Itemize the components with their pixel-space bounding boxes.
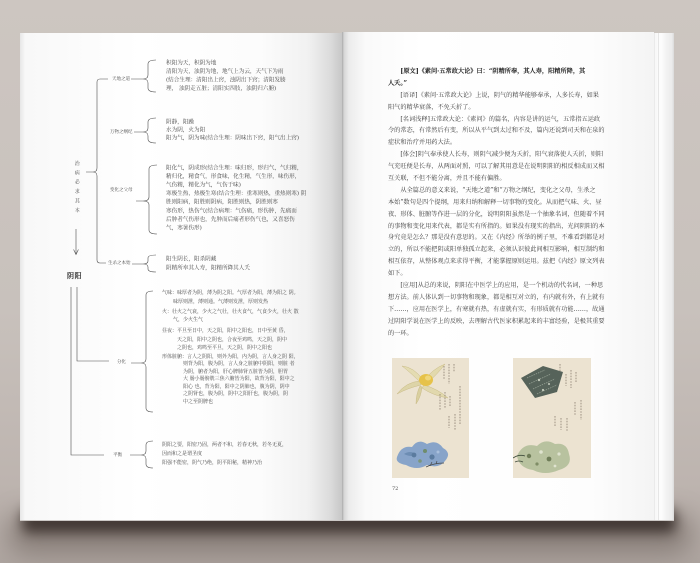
mindmap-line: 之阴肾也，腹为阴，阴中之阳肝也，腹为阴，阴 — [183, 391, 288, 397]
summary-line: 从全篇总的意义来说，“天地之道”和“万物之纲纪，变化之父母，生杀之 — [400, 186, 596, 194]
mindmap-line: 阳强不能密，阴气乃绝，阴平阳秘，精神乃治 — [162, 460, 262, 466]
summary-line: 本始”数句是四个提纲，用来归纳和解释一切事物的变化。从而把气味、火、昼 — [388, 198, 602, 206]
mindmap-line: 阳心 也，背为阳，阳中之阴肺也，腹为阴，阴中 — [183, 384, 290, 390]
mindmap-line: 胜则阳病，阳胜则阴病，阳胜则热，阴胜则寒 — [166, 198, 278, 205]
summary-line: 夜、形体、脏腑等作进一层的分化，说明阴阳虽然是一个抽象名词，但随着不同 — [388, 210, 605, 218]
mindmap-line: 昼夜：平旦至日中，天之阳，阳中之阳也，日中至黄 昏， — [162, 328, 289, 334]
mindmap-line: 气，寒暑伤形) — [166, 224, 202, 231]
mindmap-line: 寒伤形，热伤气(结合病理：气伤痛，形伤肿，先痛而 — [166, 207, 297, 214]
mindmap-line: 气伤精，精化为气，气伤于味) — [166, 181, 241, 188]
branch-label-bianhua: 变化之父母 — [110, 187, 133, 193]
mindmap-line: 气味：味厚者为阴，薄为阴之阳。气厚者为阳，薄为阳之 阴。 — [162, 290, 299, 296]
mindmap-line: 则背为阳，腹为阴，言人身之脏腑中阴阳，则脏 者 — [183, 361, 295, 367]
mindmap-line: 味厚则泄，薄则通。气薄则发泄，厚则发热 — [173, 299, 268, 305]
application-line: 想方法。前人体认到一切事物和现象，都是相互对立的，有内就有外，有上就有 — [388, 293, 605, 301]
mindmap-line: 阳化气，阴成形(结合生理：味归形，形归气，气归精， — [166, 164, 303, 171]
summary-line: 如下。 — [388, 270, 407, 278]
translation-line: [语译]《素问·五常政大论》上说，阴气的精华能够奉承，人多长寿，如果 — [400, 91, 599, 99]
mindmap-line: 天之阳，阳中之阴也，合夜至鸡鸣，天之阴，阴中 — [177, 337, 287, 343]
mindmap-line: 之阴也，鸡鸣至平旦，天之阴，阴中之阳也 — [177, 345, 272, 351]
illustration-moss-and-green-lichen — [513, 358, 591, 478]
summary-line: 相互依存，从整体观点来求得平衡，才能掌握原则运用。兹把《内经》原文列表 — [388, 258, 605, 266]
application-line: 的一环。 — [388, 329, 413, 337]
summary-line: 立的，所以不能把阴或阳单独孤立起来，必须认识彼此间相互影响，相互制约和 — [388, 246, 605, 254]
original-text-line: [原文]《素问·五常政大论》曰：“阴精所奉，其人寿，阳精所降，其 — [400, 68, 586, 75]
mindmap-line: 中之至阴脾也 — [183, 399, 213, 405]
mindmap-line: 因而和之是谓圣度 — [162, 451, 202, 457]
summary-line: 的事物和变化用来代表，都是实有所指的。如果没有现实的指出，光问阴阳的本 — [388, 222, 605, 230]
mindmap-line: 为阴，腑者为阳，肝心脾肺肾五脏皆为阴，胆胃 — [183, 369, 288, 375]
mindmap-line: 气，少火生气 — [173, 317, 203, 323]
original-text-line: 人夭。” — [388, 79, 408, 87]
mindmap-line: 大 肠小肠膀胱三焦六腑皆为阳，故背为阳，阳中之 — [183, 376, 295, 382]
mindmap-line: 精归化，精食气，形食味，化生精，气生形，味伤形， — [166, 173, 301, 180]
branch-label-fenhua: 分化 — [117, 359, 127, 365]
translation-line: 阳气的精华衰落，不免夭折了。 — [388, 103, 475, 111]
right-page-body-text — [388, 66, 620, 339]
mindmap-line: 阳为气，阴为味(结合生理：阴味出下窍，阳气出上窍) — [166, 134, 300, 141]
illustration-flower-and-blue-lichen — [392, 358, 469, 478]
branch-label-wanwu: 万物之纲纪 — [110, 129, 133, 135]
mindmap-line: 阴精所奉其人寿，阳精所降其人夭 — [166, 264, 250, 271]
mindmap-line: 水为阴，火为阳 — [166, 126, 206, 133]
insight-line: 气充旺便是长寿，从两面对照，可以了解其用意是在说明阴阳的相反相成而又相 — [388, 163, 605, 171]
branch-label-pingheng: 平衡 — [113, 452, 123, 458]
mindmap-line: (结合生理：清阳出上窍，浊阴出下窍；清阳发腠 — [166, 76, 286, 83]
page-number: 72 — [392, 486, 399, 492]
mindmap-line: 阴阳之要，阳密乃固，两者不和，若春无秋，若冬无夏， — [162, 442, 287, 448]
summary-line: 身究竟是怎么？那是没有意思的。又在《内经》所举的例子里，不难看到都是对 — [388, 234, 605, 242]
term-explanation-line: 令的常态，有常然后有变，所以从平气到太过和不及，篇内还说到司天和在泉的 — [388, 127, 605, 135]
application-line: 下……，应用在医学上，有寒就有热，有虚就有实，有形质就有功能……，故通 — [388, 305, 605, 313]
mindmap-line: 寒极生热，热极生寒(结合生理：重寒则热，重热则寒) 阴 — [166, 190, 307, 197]
insight-line: [体会]阴气奉承使人长寿，则阴气减少便为夭折，阳气衰落使人夭折，则阳 — [400, 151, 604, 159]
mindmap-line: 理， 浊阴走五脏；清阳实四肢，浊阴归六腑) — [166, 85, 277, 92]
mindmap-line: 阴静，阳躁 — [166, 118, 194, 125]
mindmap-line: 形体脏腑：言人之阴阳，则外为阳，内为阴，言人身之阴 阳， — [162, 354, 299, 360]
application-line: 过阴阳学说在医学上的反映，去理解古代医家积累起来的丰富经验，是极其重要 — [388, 317, 605, 325]
mindmap-line: 清阳为天，浊阴为地，地气上为云，天气下为雨 — [166, 68, 284, 75]
mindmap-line: 阳生阴长，阳杀阴藏 — [166, 255, 217, 262]
core-label-yinyang: 阴阳 — [67, 272, 82, 280]
branch-label-shengsha: 生杀之本始 — [108, 260, 131, 266]
branch-label-tiandi: 天地之道 — [112, 76, 131, 82]
application-line: [应用]从总的来说，阴阳在中医学上的应用，是一个机动的代名词，一种思 — [400, 282, 604, 290]
root-label-vertical: 治病必求其本 — [73, 160, 79, 217]
mindmap-line: 火：壮火之气衰，少火之气壮，壮火食气，气食少火，壮火 散 — [162, 309, 299, 315]
mindmap-line: 后肿者气伤形也，先肿而后痛者形伤气也，又喜怒伤 — [166, 216, 295, 223]
term-explanation-line: 症状和治疗并用药大法。 — [388, 139, 457, 147]
mindmap-line: 积阳为天，积阴为地 — [166, 59, 217, 66]
insight-line: 互关联，不但不能分离，并且不能有偏胜。 — [388, 175, 506, 183]
term-explanation-line: [名词浅释]五常政大论：《素问》的篇名，内容是讲的运气，五常指五运政 — [400, 115, 601, 123]
